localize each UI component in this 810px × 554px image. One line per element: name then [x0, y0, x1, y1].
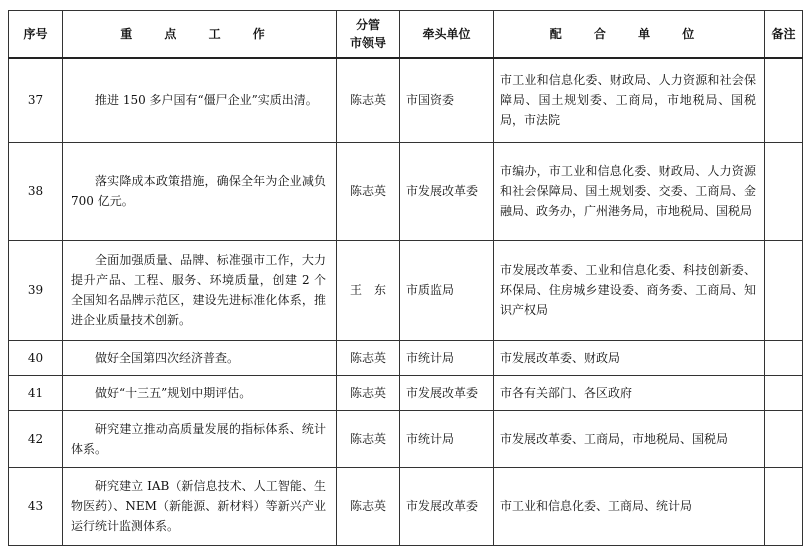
- table-row: [9, 142, 803, 240]
- row-leader: 陈志英: [337, 467, 400, 545]
- row-note: [765, 467, 803, 545]
- row-coop-unit: 市发展改革委、财政局: [494, 340, 765, 375]
- header-task: 重 点 工 作: [63, 11, 337, 59]
- row-seq: 37: [9, 58, 63, 142]
- table-row: [9, 240, 803, 340]
- row-lead-unit: 市发展改革委: [400, 467, 494, 545]
- row-seq: 40: [9, 340, 63, 375]
- row-seq: 38: [9, 142, 63, 240]
- work-table-container: [8, 10, 803, 546]
- row-leader: 陈志英: [337, 375, 400, 410]
- row-task: [63, 142, 337, 240]
- row-seq: 43: [9, 467, 63, 545]
- row-task-text: 全面加强质量、品牌、标准强市工作，大力提升产品、工程、服务、环境质量，创建 2 个全国知名品牌示范区，建设先进标准化体系，推进企业质量技术创新。: [71, 253, 326, 327]
- row-lead-unit: 市发展改革委: [400, 375, 494, 410]
- row-leader: 陈志英: [337, 142, 400, 240]
- row-note: [765, 375, 803, 410]
- row-lead-unit: 市发展改革委: [400, 142, 494, 240]
- row-note: [765, 58, 803, 142]
- row-coop-unit: 市各有关部门、各区政府: [494, 375, 765, 410]
- row-task-text: 研究建立 IAB（新信息技术、人工智能、生物医药）、NEM（新能源、新材料）等新兴产业运行统计监测体系。: [71, 479, 326, 533]
- row-coop-unit: 市发展改革委、工业和信息化委、科技创新委、环保局、住房城乡建设委、商务委、工商局、知识产权局: [494, 240, 765, 340]
- row-task: [63, 58, 337, 142]
- row-task: [63, 410, 337, 467]
- row-task: [63, 467, 337, 545]
- row-coop-unit: 市发展改革委、工商局，市地税局、国税局: [494, 410, 765, 467]
- row-seq: 39: [9, 240, 63, 340]
- row-leader: 陈志英: [337, 58, 400, 142]
- row-coop-unit: 市工业和信息化委、财政局、人力资源和社会保障局、国土规划委、工商局，市地税局、国税局，市法院: [494, 58, 765, 142]
- row-note: [765, 410, 803, 467]
- table-header-row: [9, 11, 803, 59]
- row-task: [63, 375, 337, 410]
- header-seq: 序号: [9, 11, 63, 59]
- table-row: [9, 410, 803, 467]
- row-leader: 王 东: [337, 240, 400, 340]
- table-row: [9, 467, 803, 545]
- row-task-text: 推进 150 多户国有“僵尸企业”实质出清。: [95, 93, 318, 108]
- table-row: [9, 58, 803, 142]
- table-row: [9, 375, 803, 410]
- row-lead-unit: 市国资委: [400, 58, 494, 142]
- row-note: [765, 142, 803, 240]
- row-lead-unit: 市质监局: [400, 240, 494, 340]
- row-leader: 陈志英: [337, 410, 400, 467]
- header-note: 备注: [765, 11, 803, 59]
- header-leader: [337, 11, 400, 59]
- header-leader-line2: 市领导: [349, 36, 386, 50]
- row-task: [63, 240, 337, 340]
- row-coop-unit: 市编办，市工业和信息化委、财政局、人力资源和社会保障局、国土规划委、交委、工商局、金融局、政务办，广州港务局，市地税局、国税局: [494, 142, 765, 240]
- header-coop-unit: 配 合 单 位: [494, 11, 765, 59]
- row-lead-unit: 市统计局: [400, 410, 494, 467]
- row-seq: 41: [9, 375, 63, 410]
- row-note: [765, 240, 803, 340]
- row-task: [63, 340, 337, 375]
- row-task-text: 做好“十三五”规划中期评估。: [95, 385, 252, 400]
- work-table: [8, 10, 803, 546]
- row-task-text: 研究建立推动高质量发展的指标体系、统计体系。: [71, 421, 326, 456]
- row-task-text: 落实降成本政策措施，确保全年为企业减负 700 亿元。: [71, 174, 326, 208]
- row-seq: 42: [9, 410, 63, 467]
- header-leader-line1: 分管: [355, 18, 380, 32]
- row-lead-unit: 市统计局: [400, 340, 494, 375]
- row-coop-unit: 市工业和信息化委、工商局、统计局: [494, 467, 765, 545]
- row-note: [765, 340, 803, 375]
- row-leader: 陈志英: [337, 340, 400, 375]
- table-row: [9, 340, 803, 375]
- row-task-text: 做好全国第四次经济普查。: [95, 350, 240, 365]
- header-lead-unit: 牵头单位: [400, 11, 494, 59]
